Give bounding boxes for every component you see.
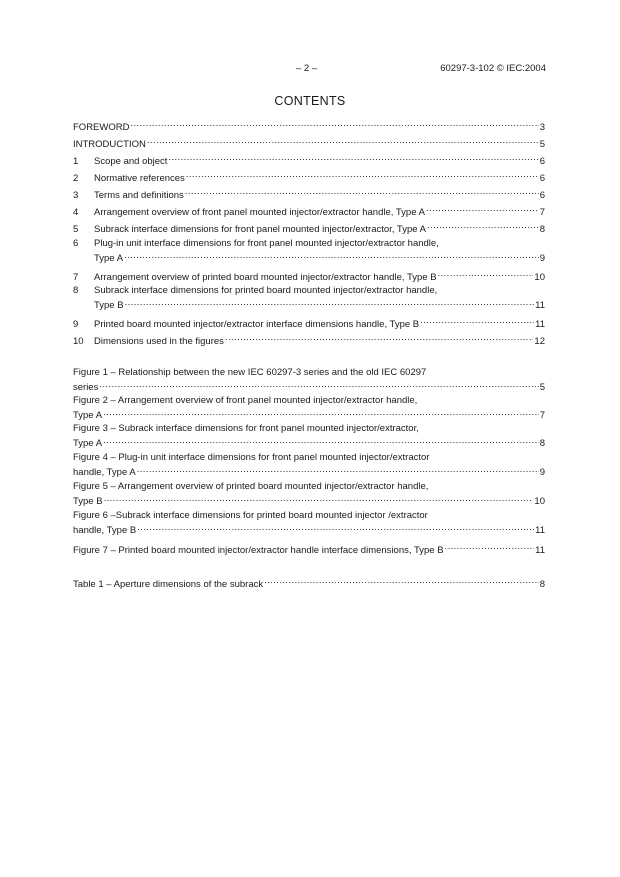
toc-figure-label-line2: series xyxy=(73,382,99,393)
toc-figure-3[interactable] xyxy=(73,423,545,450)
toc-figure-label-line2: handle, Type A xyxy=(73,467,136,478)
dot-leader xyxy=(103,435,539,447)
toc-entry-label: Printed board mounted injector/extractor interface dimensions handle, Type B xyxy=(94,318,420,330)
toc-figure-label: Figure 7 – Printed board mounted injector/extractor handle interface dimensions, Type B xyxy=(73,544,444,556)
toc-figure-2[interactable] xyxy=(73,395,545,422)
toc-entry-clause-2[interactable] xyxy=(73,169,545,184)
toc-entry-page: 6 xyxy=(539,172,545,184)
toc-figure-1[interactable] xyxy=(73,367,545,394)
toc-figure-page: 11 xyxy=(535,544,545,556)
dot-leader xyxy=(264,575,539,587)
toc-entry-clause-10[interactable] xyxy=(73,332,545,347)
toc-entry-label: INTRODUCTION xyxy=(73,138,146,150)
toc-entry-label-line2: Type A xyxy=(94,253,124,264)
toc-entry-number: 7 xyxy=(73,271,79,283)
toc-entry-introduction[interactable] xyxy=(73,135,545,150)
toc-entry-label: Arrangement overview of printed board mounted injector/extractor handle, Type B xyxy=(94,271,437,283)
toc-entry-number: 6 xyxy=(73,238,79,249)
dot-leader xyxy=(168,152,538,164)
toc-entry-label: FOREWORD xyxy=(73,121,130,133)
toc-entry-clause-9[interactable] xyxy=(73,315,545,330)
dot-leader xyxy=(427,220,539,232)
toc-entry-number: 3 xyxy=(73,189,79,201)
dot-leader xyxy=(420,315,534,327)
toc-figure-page: 8 xyxy=(539,438,545,449)
dot-leader xyxy=(426,203,539,215)
toc-figure-page: 7 xyxy=(539,410,545,421)
dot-leader xyxy=(99,379,538,391)
toc-entry-page: 9 xyxy=(539,253,545,264)
toc-entry-clause-1[interactable] xyxy=(73,152,545,167)
dot-leader xyxy=(185,186,539,198)
toc-figure-label-line1: Figure 2 – Arrangement overview of front panel mounted injector/extractor handle, xyxy=(73,395,418,406)
toc-figure-label-line1: Figure 3 – Subrack interface dimensions for front panel mounted injector/extractor, xyxy=(73,423,419,434)
contents-title: CONTENTS xyxy=(274,94,346,108)
toc-entry-number: 10 xyxy=(73,335,84,347)
toc-entry-page: 11 xyxy=(535,318,545,330)
dot-leader xyxy=(186,169,539,181)
toc-entry-label: Scope and object xyxy=(94,155,168,167)
dot-leader xyxy=(137,522,534,534)
dot-leader xyxy=(130,118,538,130)
toc-entry-page: 3 xyxy=(539,121,545,133)
standard-reference: 60297-3-102 © IEC:2004 xyxy=(440,63,546,74)
toc-figure-page: 11 xyxy=(535,525,545,536)
toc-entry-clause-7[interactable] xyxy=(73,268,545,283)
toc-figure-page: 5 xyxy=(539,382,545,393)
toc-figure-label-line2: handle, Type B xyxy=(73,525,137,536)
toc-entry-clause-6[interactable] xyxy=(73,238,545,265)
toc-figure-4[interactable] xyxy=(73,452,545,479)
toc-table-label: Table 1 – Aperture dimensions of the subrack xyxy=(73,578,264,590)
dot-leader xyxy=(124,250,539,262)
toc-figure-7[interactable] xyxy=(73,541,545,556)
toc-entry-page: 6 xyxy=(539,189,545,201)
toc-entry-page: 11 xyxy=(535,300,545,311)
dot-leader xyxy=(104,493,534,505)
toc-entry-number: 4 xyxy=(73,206,79,218)
dot-leader xyxy=(103,407,539,419)
toc-entry-label: Subrack interface dimensions for front panel mounted injector/extractor, Type A xyxy=(94,223,426,235)
toc-entry-label: Terms and definitions xyxy=(94,189,184,201)
toc-entry-number: 5 xyxy=(73,223,79,235)
toc-entry-page: 7 xyxy=(539,206,545,218)
toc-table-1[interactable] xyxy=(73,575,545,590)
toc-figure-6[interactable] xyxy=(73,510,545,537)
toc-entry-clause-3[interactable] xyxy=(73,186,545,201)
dot-leader xyxy=(137,464,539,476)
dot-leader xyxy=(438,268,534,280)
toc-entry-page: 8 xyxy=(539,223,545,235)
toc-entry-clause-8[interactable] xyxy=(73,285,545,312)
toc-entry-page: 12 xyxy=(534,335,545,347)
dot-leader xyxy=(225,332,534,344)
toc-figure-5[interactable] xyxy=(73,481,545,508)
toc-figure-page: 10 xyxy=(534,496,545,507)
toc-entry-clause-4[interactable] xyxy=(73,203,545,218)
toc-figure-label-line1: Figure 5 – Arrangement overview of printed board mounted injector/extractor handle, xyxy=(73,481,429,492)
dot-leader xyxy=(125,297,535,309)
toc-figure-label-line1: Figure 6 –Subrack interface dimensions for printed board mounted injector /extractor xyxy=(73,510,428,521)
toc-entry-number: 1 xyxy=(73,155,79,167)
toc-entry-page: 10 xyxy=(534,271,545,283)
page-number: – 2 – xyxy=(296,63,318,74)
toc-figure-label-line2: Type B xyxy=(73,496,103,507)
toc-entry-label: Arrangement overview of front panel mounted injector/extractor handle, Type A xyxy=(94,206,425,218)
toc-entry-label-line1: Subrack interface dimensions for printed board mounted injector/extractor handle, xyxy=(94,285,438,296)
toc-entry-label-line1: Plug-in unit interface dimensions for front panel mounted injector/extractor handle, xyxy=(94,238,439,249)
toc-table-page: 8 xyxy=(539,578,545,590)
toc-entry-label: Normative references xyxy=(94,172,185,184)
toc-figure-label-line1: Figure 1 – Relationship between the new IEC 60297-3 series and the old IEC 60297 xyxy=(73,367,427,378)
toc-figure-label-line1: Figure 4 – Plug-in unit interface dimensions for front panel mounted injector/extractor xyxy=(73,452,430,463)
toc-figure-label-line2: Type A xyxy=(73,438,103,449)
toc-figure-label-line2: Type A xyxy=(73,410,103,421)
toc-entry-label: Dimensions used in the figures xyxy=(94,335,224,347)
toc-entry-number: 9 xyxy=(73,318,79,330)
toc-entry-number: 8 xyxy=(73,285,79,296)
toc-entry-number: 2 xyxy=(73,172,79,184)
toc-entry-label-line2: Type B xyxy=(94,300,124,311)
dot-leader xyxy=(445,541,535,553)
toc-entry-foreword[interactable] xyxy=(73,118,545,133)
toc-entry-page: 5 xyxy=(539,138,545,150)
toc-entry-clause-5[interactable] xyxy=(73,220,545,235)
toc-figure-page: 9 xyxy=(539,467,545,478)
toc-entry-page: 6 xyxy=(539,155,545,167)
dot-leader xyxy=(147,135,539,147)
